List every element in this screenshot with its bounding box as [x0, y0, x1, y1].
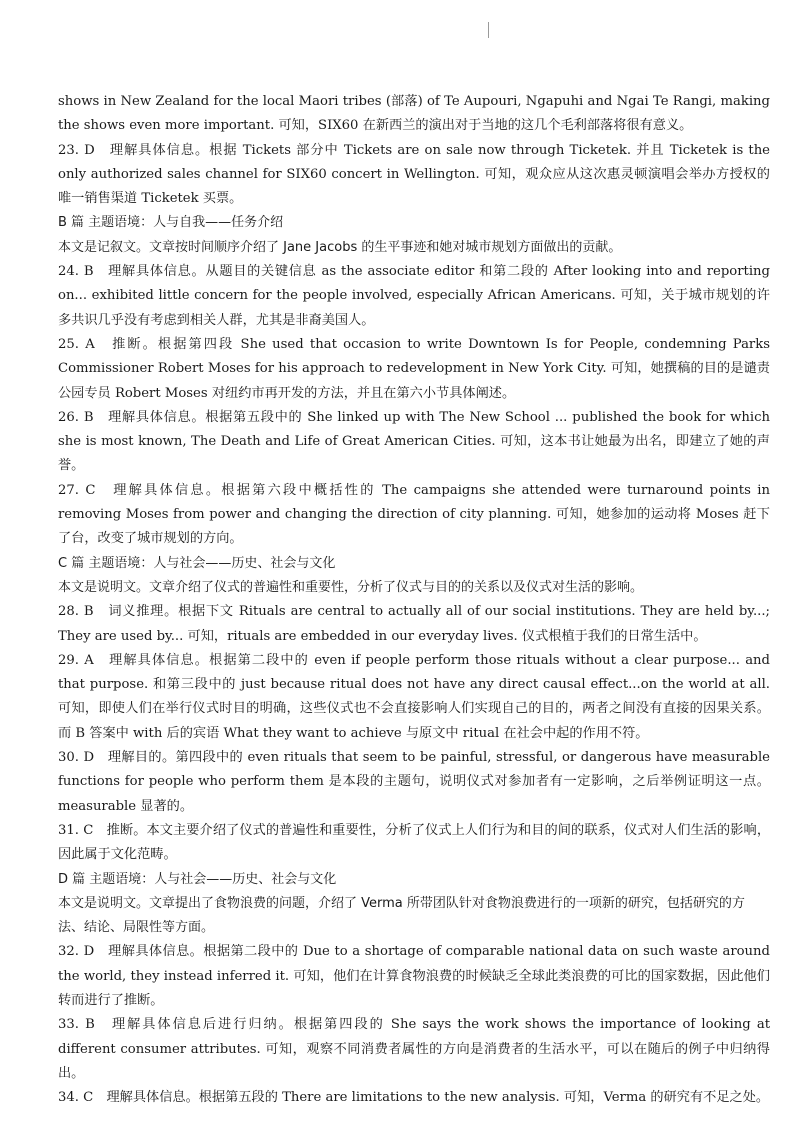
answer-explanation: 33. B 理解具体信息后进行归纳。根据第四段的 She says the work shows the importance of looking at different consumer attributes. 可知，观察不同消费者属性的方向是消费者的生活水平，可以在随后的例子中归纳得出。	[58, 1017, 770, 1081]
answer-explanation: 23. D 理解具体信息。根据 Tickets 部分中 Tickets are on sale now through Ticketek. 并且 Ticketek is the only authorized sales channel for SIX60 concert in Wellington. 可知，观众应从这次惠灵顿演唱会举办方授权的唯一销售渠道 Ticketek 买票。	[58, 142, 770, 207]
continued-paragraph: shows in New Zealand for the local Maori tribes (部落) of Te Aupouri, Ngapuhi and Ngai Te Rangi, making the shows even more important. 可知，SIX60 在新西兰的演出对于当地的这几个毛利部落将很有意义。	[58, 94, 770, 134]
passage-summary: 本文是记叙文。文章按时间顺序介绍了 Jane Jacobs 的生平事迹和她对城市规划方面做出的贡献。	[58, 239, 622, 255]
section-heading: C 篇 主题语境：人与社会——历史、社会与文化	[58, 555, 336, 571]
answer-explanation: 25. A 推断。根据第四段 She used that occasion to write Downtown Is for People, condemning Parks Commissioner Robert Moses for his approach to redevelopment in New York City. 可知，她撰稿的目的是谴责公园专员 Robert Moses 对纽约市再开发的方法，并且在第六小节具体阐述。	[58, 336, 770, 401]
answer-explanation: 34. C 理解具体信息。根据第五段的 There are limitations to the new analysis. 可知，Verma 的研究有不足之处。	[58, 1090, 770, 1106]
answer-list	[58, 139, 770, 1111]
section-heading: D 篇 主题语境：人与社会——历史、社会与文化	[58, 871, 337, 887]
answer-explanation: 27. C 理解具体信息。根据第六段中概括性的 The campaigns she attended were turnaround points in removing Moses from power and changing the direction of city planning. 可知，她参加的运动将 Moses 赶下了台，改变了城市规划的方向。	[58, 482, 770, 547]
answer-explanation: 24. B 理解具体信息。从题目的关键信息 as the associate editor 和第二段的 After looking into and reporting on... exhibited little concern for the people involved, especially African Americans. 可知，关于城市规划的许多共识几乎没有考虑到相关人群，尤其是非裔美国人。	[58, 264, 770, 328]
section-heading: B 篇 主题语境：人与自我——任务介绍	[58, 215, 284, 231]
answer-explanation: 26. B 理解具体信息。根据第五段中的 She linked up with The New School ... published the book for which she is most known, The Death and Life of Great American Cities. 可知，这本书让她最为出名，即建立了她的声誉。	[58, 409, 770, 474]
answer-explanation: 29. A 理解具体信息。根据第二段中的 even if people perform those rituals without a clear purpose... and that purpose. 和第三段中的 just because ritual does not have any direct causal effect...on the world at all. 可知，即使人们在举行仪式时目的明确，这些仪式也不会直接影响人们实现自己的目的，两者之间没有直接的因果关系。而 B 答案中 with 后的宾语 What they want to achieve 与原文中 ritual 在社会中起的作用不符。	[58, 652, 770, 741]
answer-explanation: 31. C 推断。本文主要介绍了仪式的普遍性和重要性，分析了仪式上人们行为和目的间的联系，仪式对人们生活的影响，因此属于文化范畴。	[58, 822, 770, 863]
answer-explanation: 30. D 理解目的。第四段中的 even rituals that seem to be painful, stressful, or dangerous have measurable functions for people who perform them 是本段的主题句，说明仪式对参加者有一定影响，之后举例证明这一点。measurable 显著的。	[58, 750, 770, 814]
answer-key-page	[58, 90, 770, 1110]
answer-explanation: 32. D 理解具体信息。根据第二段中的 Due to a shortage of comparable national data on such waste around the world, they instead inferred it. 可知，他们在计算食物浪费的时候缺乏全球此类浪费的可比的国家数据，因此他们转而进行了推断。	[58, 944, 770, 1008]
passage-summary: 本文是说明文。文章介绍了仪式的普遍性和重要性，分析了仪式与目的的关系以及仪式对生活的影响。	[58, 579, 644, 595]
answer-explanation: 28. B 词义推理。根据下文 Rituals are central to actually all of our social institutions. They are held by...; They are used by... 可知，rituals are embedded in our everyday lives. 仪式根植于我们的日常生活中。	[58, 604, 770, 644]
page-header-mark	[488, 22, 489, 38]
passage-summary: 本文是说明文。文章提出了食物浪费的问题，介绍了 Verma 所带团队针对食物浪费进行的一项新的研究，包括研究的方法、结论、局限性等方面。	[58, 895, 745, 936]
page-bottom-edge	[0, 1122, 800, 1132]
